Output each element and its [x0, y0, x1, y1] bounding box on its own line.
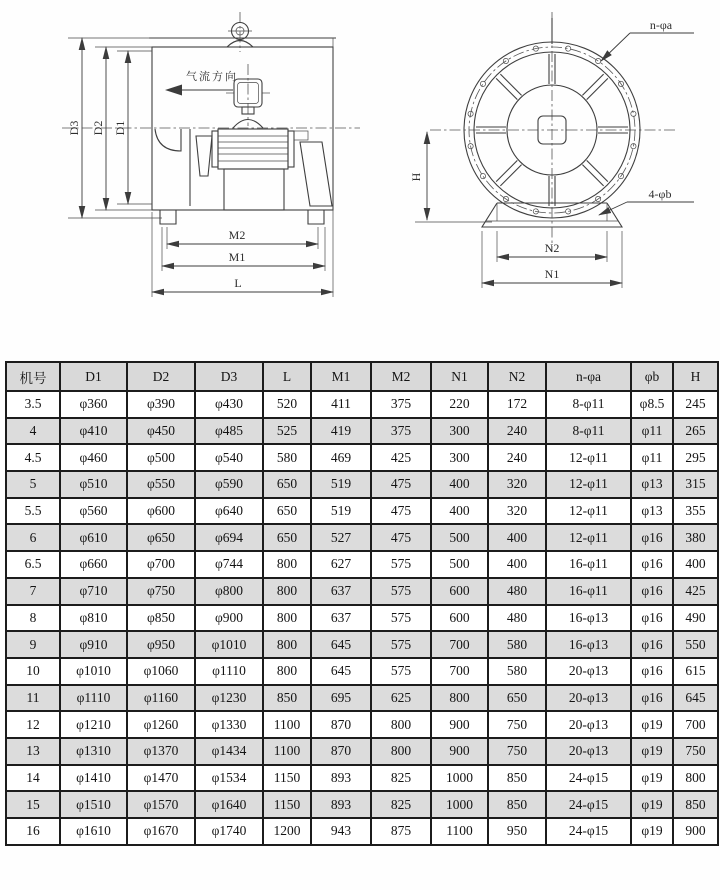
table-cell: φ1230 [195, 685, 263, 712]
column-header: N1 [431, 362, 488, 391]
table-cell: φ550 [127, 471, 195, 498]
table-cell: φ1110 [60, 685, 127, 712]
table-cell: 4 [6, 418, 60, 445]
table-cell: 240 [488, 444, 546, 471]
dim-label-m1: M1 [228, 250, 246, 264]
column-header: φb [631, 362, 673, 391]
table-cell: 870 [311, 711, 371, 738]
table-cell: 6.5 [6, 551, 60, 578]
column-header: n-φa [546, 362, 631, 391]
table-cell: 315 [673, 471, 718, 498]
table-cell: φ19 [631, 711, 673, 738]
table-cell: 7 [6, 578, 60, 605]
table-cell: 20-φ13 [546, 711, 631, 738]
bolt-circle-label: n-φa [649, 18, 673, 32]
table-row [6, 711, 718, 738]
table-row [6, 578, 718, 605]
table-cell: 1000 [431, 765, 488, 792]
table-cell: φ590 [195, 471, 263, 498]
table-cell: φ8.5 [631, 391, 673, 418]
table-cell: φ16 [631, 524, 673, 551]
table-row [6, 658, 718, 685]
table-cell: φ1740 [195, 818, 263, 845]
table-cell: 900 [431, 711, 488, 738]
table-cell: 800 [371, 738, 431, 765]
table-cell: φ16 [631, 658, 673, 685]
table-cell: 400 [673, 551, 718, 578]
table-cell: φ16 [631, 551, 673, 578]
table-cell: 500 [431, 551, 488, 578]
table-cell: φ1370 [127, 738, 195, 765]
table-cell: 520 [263, 391, 311, 418]
table-cell: 20-φ13 [546, 658, 631, 685]
table-cell: 5 [6, 471, 60, 498]
table-cell: 475 [371, 498, 431, 525]
table-cell: 580 [488, 658, 546, 685]
table-row [6, 631, 718, 658]
spec-table-body [6, 391, 718, 845]
front-view-drawing [409, 12, 694, 288]
table-cell: φ1640 [195, 791, 263, 818]
table-cell: 870 [311, 738, 371, 765]
table-cell: 750 [488, 738, 546, 765]
table-cell: 16-φ11 [546, 578, 631, 605]
table-cell: 800 [673, 765, 718, 792]
table-cell: φ610 [60, 524, 127, 551]
table-cell: 627 [311, 551, 371, 578]
column-header: D1 [60, 362, 127, 391]
table-cell: 12-φ11 [546, 444, 631, 471]
table-cell: 9 [6, 631, 60, 658]
motor-section [155, 129, 332, 210]
table-cell: φ1310 [60, 738, 127, 765]
table-cell: 695 [311, 685, 371, 712]
table-cell: φ1210 [60, 711, 127, 738]
table-cell: 875 [371, 818, 431, 845]
table-cell: 8 [6, 605, 60, 632]
table-cell: φ540 [195, 444, 263, 471]
dimension-drawings [0, 0, 720, 356]
table-cell: φ450 [127, 418, 195, 445]
table-cell: 469 [311, 444, 371, 471]
table-cell: 5.5 [6, 498, 60, 525]
table-cell: φ13 [631, 498, 673, 525]
table-cell: φ485 [195, 418, 263, 445]
table-cell: φ11 [631, 444, 673, 471]
table-cell: φ950 [127, 631, 195, 658]
table-cell: 550 [673, 631, 718, 658]
table-cell: 24-φ15 [546, 765, 631, 792]
table-cell: 850 [673, 791, 718, 818]
table-cell: 20-φ13 [546, 738, 631, 765]
table-cell: 300 [431, 418, 488, 445]
table-cell: 825 [371, 765, 431, 792]
table-cell: φ850 [127, 605, 195, 632]
table-cell: 400 [488, 524, 546, 551]
dim-label-n2: N2 [544, 241, 560, 255]
table-cell: φ1570 [127, 791, 195, 818]
table-cell: φ16 [631, 631, 673, 658]
table-cell: φ1610 [60, 818, 127, 845]
table-cell: 637 [311, 605, 371, 632]
table-cell: 575 [371, 551, 431, 578]
dim-label-h: H [409, 172, 423, 182]
table-cell: 419 [311, 418, 371, 445]
table-cell: 800 [263, 578, 311, 605]
table-cell: 519 [311, 471, 371, 498]
dim-label-d3: D3 [67, 120, 81, 136]
column-header: H [673, 362, 718, 391]
table-cell: 600 [431, 578, 488, 605]
table-cell: 650 [263, 524, 311, 551]
table-cell: φ16 [631, 605, 673, 632]
table-cell: 1200 [263, 818, 311, 845]
table-cell: 20-φ13 [546, 685, 631, 712]
table-cell: φ1410 [60, 765, 127, 792]
table-cell: 650 [488, 685, 546, 712]
table-cell: 850 [488, 765, 546, 792]
dim-label-l: L [234, 276, 242, 290]
table-cell: 300 [431, 444, 488, 471]
table-cell: 645 [311, 631, 371, 658]
table-cell: 12-φ11 [546, 524, 631, 551]
table-cell: 1150 [263, 791, 311, 818]
table-cell: 850 [488, 791, 546, 818]
table-cell: 11 [6, 685, 60, 712]
table-cell: 700 [431, 658, 488, 685]
table-cell: φ1470 [127, 765, 195, 792]
table-cell: 800 [263, 631, 311, 658]
table-cell: 575 [371, 578, 431, 605]
table-cell: 375 [371, 391, 431, 418]
table-cell: 3.5 [6, 391, 60, 418]
table-cell: φ810 [60, 605, 127, 632]
column-header: 机号 [6, 362, 60, 391]
table-cell: φ19 [631, 818, 673, 845]
table-cell: 8-φ11 [546, 391, 631, 418]
table-cell: 800 [263, 551, 311, 578]
column-header: M2 [371, 362, 431, 391]
table-cell: 12-φ11 [546, 471, 631, 498]
table-cell: φ510 [60, 471, 127, 498]
table-cell: φ1330 [195, 711, 263, 738]
table-cell: φ16 [631, 685, 673, 712]
table-cell: 800 [263, 605, 311, 632]
table-cell: φ19 [631, 791, 673, 818]
dim-label-d2: D2 [91, 120, 105, 136]
table-cell: φ1510 [60, 791, 127, 818]
table-cell: 650 [263, 498, 311, 525]
table-cell: 519 [311, 498, 371, 525]
table-cell: 355 [673, 498, 718, 525]
table-cell: 172 [488, 391, 546, 418]
table-cell: 525 [263, 418, 311, 445]
dim-label-d1: D1 [113, 120, 127, 136]
table-cell: 893 [311, 765, 371, 792]
column-header: N2 [488, 362, 546, 391]
table-cell: 320 [488, 498, 546, 525]
table-cell: 220 [431, 391, 488, 418]
column-header: D2 [127, 362, 195, 391]
table-cell: 575 [371, 605, 431, 632]
table-cell: 825 [371, 791, 431, 818]
table-cell: φ1434 [195, 738, 263, 765]
table-cell: 645 [311, 658, 371, 685]
table-cell: φ750 [127, 578, 195, 605]
table-cell: 900 [431, 738, 488, 765]
table-cell: 375 [371, 418, 431, 445]
table-cell: 527 [311, 524, 371, 551]
table-cell: 800 [371, 711, 431, 738]
table-cell: 15 [6, 791, 60, 818]
table-cell: 400 [431, 471, 488, 498]
table-cell: φ19 [631, 738, 673, 765]
table-cell: 575 [371, 631, 431, 658]
table-cell: φ660 [60, 551, 127, 578]
table-cell: 265 [673, 418, 718, 445]
base-feet [160, 210, 324, 224]
table-cell: 14 [6, 765, 60, 792]
table-cell: 500 [431, 524, 488, 551]
table-row [6, 418, 718, 445]
table-cell: 240 [488, 418, 546, 445]
spec-table [5, 361, 719, 846]
table-cell: 750 [673, 738, 718, 765]
table-cell: φ1260 [127, 711, 195, 738]
table-cell: 615 [673, 658, 718, 685]
table-cell: φ1060 [127, 658, 195, 685]
dim-label-n1: N1 [544, 267, 560, 281]
table-row [6, 605, 718, 632]
table-cell: φ900 [195, 605, 263, 632]
column-header: D3 [195, 362, 263, 391]
table-cell: φ744 [195, 551, 263, 578]
table-cell: φ910 [60, 631, 127, 658]
side-view-drawing [62, 12, 360, 297]
table-cell: φ1010 [60, 658, 127, 685]
table-cell: 650 [263, 471, 311, 498]
table-cell: 16 [6, 818, 60, 845]
table-cell: 295 [673, 444, 718, 471]
table-cell: φ11 [631, 418, 673, 445]
table-row [6, 471, 718, 498]
table-cell: φ800 [195, 578, 263, 605]
table-cell: 8-φ11 [546, 418, 631, 445]
table-cell: φ700 [127, 551, 195, 578]
table-cell: 411 [311, 391, 371, 418]
table-cell: 320 [488, 471, 546, 498]
table-cell: φ694 [195, 524, 263, 551]
table-cell: 800 [431, 685, 488, 712]
table-cell: 24-φ15 [546, 818, 631, 845]
table-cell: 10 [6, 658, 60, 685]
table-cell: 480 [488, 605, 546, 632]
table-cell: 12-φ11 [546, 498, 631, 525]
table-cell: φ430 [195, 391, 263, 418]
table-row [6, 818, 718, 845]
table-cell: φ500 [127, 444, 195, 471]
table-cell: 4.5 [6, 444, 60, 471]
table-cell: φ1534 [195, 765, 263, 792]
table-cell: φ19 [631, 765, 673, 792]
table-cell: 245 [673, 391, 718, 418]
table-row [6, 765, 718, 792]
table-row [6, 524, 718, 551]
table-cell: 1150 [263, 765, 311, 792]
table-cell: 475 [371, 471, 431, 498]
table-cell: 12 [6, 711, 60, 738]
table-cell: 850 [263, 685, 311, 712]
bolt-circle-callout [601, 18, 694, 61]
table-cell: 400 [488, 551, 546, 578]
table-cell: φ1110 [195, 658, 263, 685]
table-cell: 575 [371, 658, 431, 685]
table-cell: 16-φ13 [546, 631, 631, 658]
table-cell: 490 [673, 605, 718, 632]
table-row [6, 685, 718, 712]
table-row [6, 738, 718, 765]
table-cell: 700 [431, 631, 488, 658]
foot-hole-label: 4-φb [648, 187, 672, 201]
table-cell: 900 [673, 818, 718, 845]
table-cell: 580 [488, 631, 546, 658]
table-cell: 13 [6, 738, 60, 765]
table-cell: 16-φ13 [546, 605, 631, 632]
table-cell: 943 [311, 818, 371, 845]
table-row [6, 391, 718, 418]
table-cell: 475 [371, 524, 431, 551]
table-cell: φ410 [60, 418, 127, 445]
table-cell: 645 [673, 685, 718, 712]
table-cell: φ460 [60, 444, 127, 471]
table-cell: 16-φ11 [546, 551, 631, 578]
table-cell: 1000 [431, 791, 488, 818]
table-cell: 425 [673, 578, 718, 605]
table-cell: 637 [311, 578, 371, 605]
table-cell: φ640 [195, 498, 263, 525]
table-cell: 1100 [263, 738, 311, 765]
table-cell: φ1670 [127, 818, 195, 845]
table-row [6, 551, 718, 578]
table-row [6, 791, 718, 818]
table-cell: 1100 [263, 711, 311, 738]
table-cell: φ360 [60, 391, 127, 418]
column-header: M1 [311, 362, 371, 391]
table-cell: φ1010 [195, 631, 263, 658]
table-cell: 893 [311, 791, 371, 818]
table-cell: 950 [488, 818, 546, 845]
table-row [6, 444, 718, 471]
table-row [6, 498, 718, 525]
table-cell: 425 [371, 444, 431, 471]
table-cell: φ13 [631, 471, 673, 498]
table-cell: 800 [263, 658, 311, 685]
table-cell: 625 [371, 685, 431, 712]
table-cell: φ16 [631, 578, 673, 605]
airflow-arrow-icon [165, 85, 182, 96]
table-cell: 6 [6, 524, 60, 551]
table-cell: φ560 [60, 498, 127, 525]
spec-table-header-row [6, 362, 718, 391]
table-cell: φ390 [127, 391, 195, 418]
table-cell: φ650 [127, 524, 195, 551]
dim-label-m2: M2 [228, 228, 246, 242]
table-cell: 750 [488, 711, 546, 738]
foot-hole-callout [599, 187, 694, 215]
table-cell: 600 [431, 605, 488, 632]
airflow-direction [165, 69, 238, 96]
table-cell: 1100 [431, 818, 488, 845]
table-cell: 700 [673, 711, 718, 738]
column-header: L [263, 362, 311, 391]
table-cell: 24-φ15 [546, 791, 631, 818]
airflow-label: 气流方向 [186, 71, 238, 83]
table-cell: 380 [673, 524, 718, 551]
table-cell: φ600 [127, 498, 195, 525]
table-cell: 580 [263, 444, 311, 471]
table-cell: φ1160 [127, 685, 195, 712]
table-cell: φ710 [60, 578, 127, 605]
table-cell: 480 [488, 578, 546, 605]
table-cell: 400 [431, 498, 488, 525]
